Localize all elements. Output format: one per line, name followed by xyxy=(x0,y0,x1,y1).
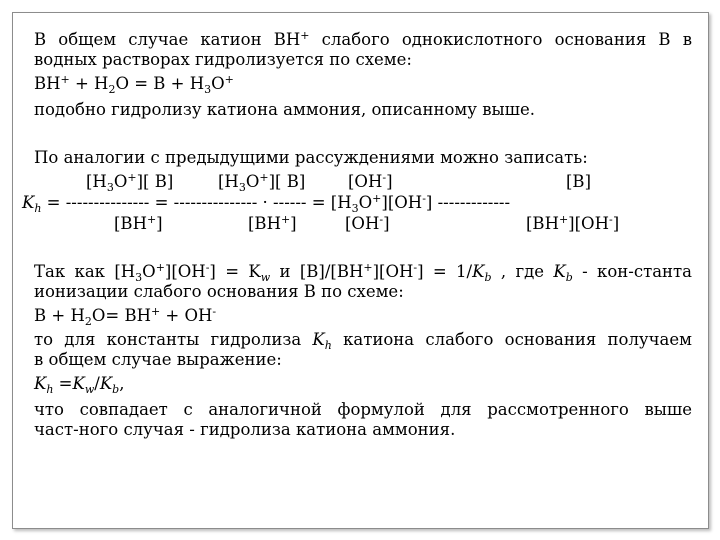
slide-frame xyxy=(12,12,709,529)
denominator-4: [BH+][OH-] xyxy=(526,213,620,233)
p1-equation: $ВН^+ + Н_2О = В + Н_3О^+$ xyxy=(34,73,234,96)
p3-line4: то для константы гидролиза $K_h$ катиона слабого основания получаем xyxy=(34,330,692,352)
numerator-2: $[H_3O^+]$[ B] xyxy=(218,171,306,194)
p1-line2: водных растворах гидролизуется по схеме: xyxy=(34,50,412,69)
denominator-3: [OH-] xyxy=(345,213,390,233)
p2-line1: По аналогии с предыдущими рассуждениями можно записать: xyxy=(34,148,588,167)
p3-formula: $K_h =K_w/K_b$, xyxy=(34,374,125,396)
p3-line5: в общем случае выражение: xyxy=(34,350,282,369)
p3-line1: Так как $[H_3O^+][OH^-] = K_w$ и $[B]/[BH^+][OH^-] = 1/K_b$ , где $K_b$ - кон-станта xyxy=(34,261,693,284)
p1-line1: В общем случае катион ВН+ слабого однокислотного основания В в xyxy=(34,29,692,49)
denominator-1: [BH+] xyxy=(114,213,163,233)
p3-equation: $В + Н_2О= ВН^+ + ОН^-$ xyxy=(34,305,217,328)
numerator-4: [B] xyxy=(566,172,591,191)
numerator-1: $[H_3O^+]$[ B] xyxy=(86,171,174,194)
numerator-3: [OH-] xyxy=(348,171,393,191)
p3-line7: что совпадает с аналогичной формулой для рассмотренного выше xyxy=(34,400,692,419)
p1-line4: подобно гидролизу катиона аммония, описанному выше. xyxy=(34,100,535,119)
p3-line2: ионизации слабого основания В по схеме: xyxy=(34,282,404,301)
fraction-line: $K_h$ = --------------- = --------------- · ------ = $[H_3O^+][OH^-]$ ------------- xyxy=(22,192,511,215)
denominator-2: [BH+] xyxy=(248,213,297,233)
p3-line8: част-ного случая - гидролиза катиона аммония. xyxy=(34,420,456,439)
